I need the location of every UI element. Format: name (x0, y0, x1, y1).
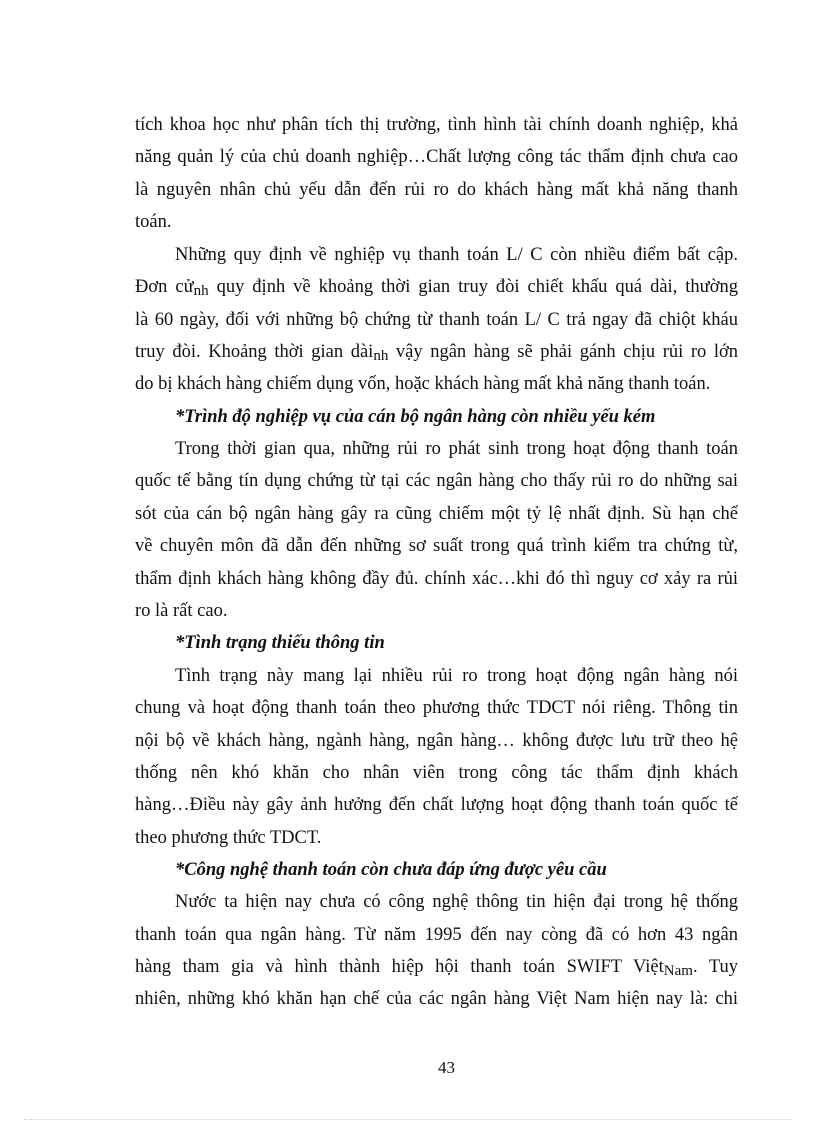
paragraph-4-line-1: Tình trạng này mang lại nhiều rủi ro trong hoạt động ngân hàng nói (175, 666, 738, 686)
paragraph-2-line-3: là 60 ngày, đối với những bộ chứng từ thanh toán L/ C trả ngay đã chiột kháu (135, 310, 738, 330)
paragraph-2-line-2-end: quy định về khoảng thời gian truy đòi chiết khấu quá dài, thường (208, 277, 738, 297)
paragraph-2-line-4-start: truy đòi. Khoảng thời gian dài (135, 342, 374, 362)
paragraph-1-line-4: toán. (135, 212, 172, 232)
paragraph-2-line-4-end: vậy ngân hàng sẽ phải gánh chịu rủi ro lớn (388, 342, 738, 362)
paragraph-3-line-4: về chuyên môn đã dẫn đến những sơ suất trong quá trình kiểm tra chứng từ, (135, 536, 738, 556)
paragraph-5-line-3 (135, 955, 738, 983)
paragraph-3-line-6: ro là rất cao. (135, 601, 228, 621)
paragraph-3-line-5: thẩm định khách hàng không đầy đủ. chính xác…khi đó thì nguy cơ xảy ra rủi (135, 569, 738, 589)
paragraph-5-line-3-start: hàng tham gia và hình thành hiệp hội thanh toán SWIFT Việt (135, 957, 664, 977)
paragraph-3-line-1: Trong thời gian qua, những rủi ro phát sinh trong hoạt động thanh toán (175, 439, 738, 459)
paragraph-1-line-2: năng quản lý của chủ doanh nghiệp…Chất lượng công tác thẩm định chưa cao (135, 147, 738, 167)
paragraph-2-line-2-start: Đơn cử (135, 277, 194, 297)
paragraph-4-line-2: chung và hoạt động thanh toán theo phương thức TDCT nói riêng. Thông tin (135, 698, 738, 718)
paragraph-2-line-4 (135, 340, 738, 368)
paragraph-5-line-3-end: . Tuy (692, 957, 738, 977)
paragraph-2-line-2 (135, 275, 738, 303)
paragraph-2-line-5: do bị khách hàng chiếm dụng vốn, hoặc khách hàng mất khả năng thanh toán. (135, 374, 711, 394)
paragraph-2-line-4-subscript: nh (373, 348, 389, 364)
paragraph-4-line-3: nội bộ về khách hàng, ngành hàng, ngân hàng… không được lưu trữ theo hệ (135, 731, 738, 751)
paragraph-3-line-2: quốc tế bằng tín dụng chứng từ tại các ngân hàng cho thấy rủi ro do những sai (135, 471, 738, 491)
section-heading-payment-technology: *Công nghệ thanh toán còn chưa đáp ứng được yêu cầu (175, 860, 607, 880)
paragraph-2-line-1: Những quy định về nghiệp vụ thanh toán L/ C còn nhiều điểm bất cập. (175, 245, 738, 265)
paragraph-1-line-3: là nguyên nhân chủ yếu dẫn đến rủi ro do khách hàng mất khả năng thanh (135, 180, 738, 200)
paragraph-2-line-2-subscript: nh (193, 283, 209, 299)
paragraph-5-line-2: thanh toán qua ngân hàng. Từ năm 1995 đến nay còng đã có hơn 43 ngân (135, 925, 738, 945)
paragraph-4-line-5: hàng…Điều này gây ảnh hưởng đến chất lượng hoạt động thanh toán quốc tế (135, 795, 738, 815)
page-number: 43 (438, 1058, 455, 1077)
paragraph-4-line-6: theo phương thức TDCT. (135, 828, 322, 848)
paragraph-5-line-3-subscript: Nam (663, 963, 693, 979)
section-heading-staff-skills: *Trình độ nghiệp vụ của cán bộ ngân hàng còn nhiều yếu kém (175, 407, 656, 427)
paragraph-3-line-3: sót của cán bộ ngân hàng gây ra cũng chiếm một tỷ lệ nhất định. Sù hạn chế (135, 504, 738, 524)
paragraph-1-line-1: tích khoa học như phân tích thị trường, tình hình tài chính doanh nghiệp, khả (135, 115, 738, 135)
section-heading-lack-of-information: *Tình trạng thiếu thông tin (175, 633, 385, 653)
page-bottom-divider (24, 1119, 792, 1120)
paragraph-5-line-4: nhiên, những khó khăn hạn chế của các ngân hàng Việt Nam hiện nay là: chi (135, 989, 738, 1009)
paragraph-5-line-1: Nước ta hiện nay chưa có công nghệ thông tin hiện đại trong hệ thống (175, 892, 738, 912)
paragraph-4-line-4: thống nên khó khăn cho nhân viên trong công tác thẩm định khách (135, 763, 738, 783)
